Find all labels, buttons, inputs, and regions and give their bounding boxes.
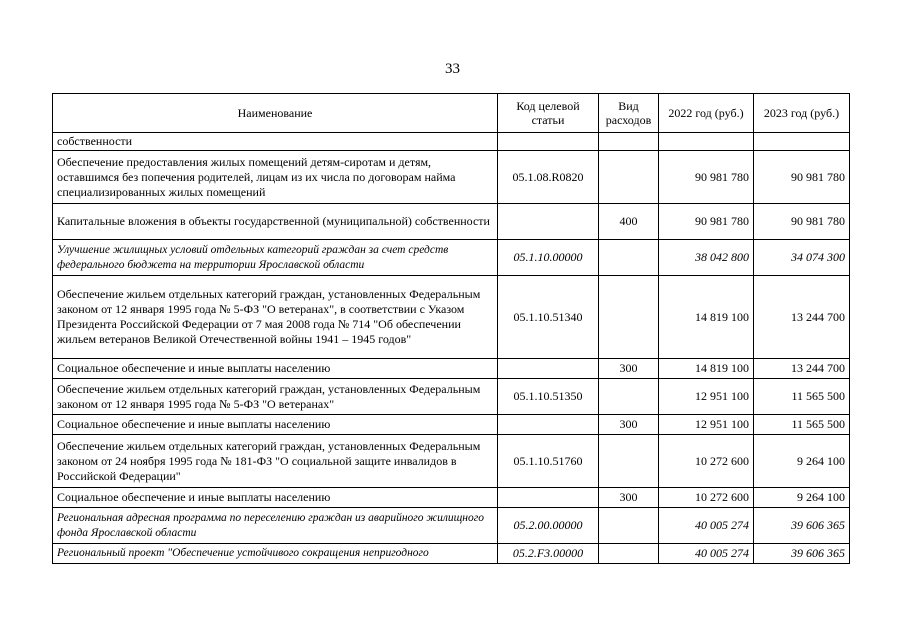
row-2022-amount-cell: 12 951 100	[659, 415, 754, 435]
row-2023-amount-cell	[754, 133, 850, 151]
budget-table	[52, 93, 850, 564]
row-code-cell	[498, 488, 599, 508]
row-expense-type-cell	[599, 276, 659, 359]
row-expense-type-cell: 300	[599, 415, 659, 435]
row-2022-amount-cell: 10 272 600	[659, 488, 754, 508]
table-row	[53, 415, 850, 435]
row-name-cell: собственности	[53, 133, 498, 151]
row-expense-type-cell	[599, 240, 659, 276]
row-expense-type-cell	[599, 151, 659, 204]
row-name-cell: Обеспечение предоставления жилых помещений детям-сиротам и детям, оставшимся без попечения родителей, лицам из их числа по договорам найма специализированных жилых помещений	[53, 151, 498, 204]
row-2022-amount-cell	[659, 133, 754, 151]
row-2023-amount-cell: 9 264 100	[754, 488, 850, 508]
table-row	[53, 508, 850, 544]
row-expense-type-cell	[599, 508, 659, 544]
row-2022-amount-cell: 90 981 780	[659, 204, 754, 240]
row-2023-amount-cell: 90 981 780	[754, 204, 850, 240]
page-number: 33	[445, 61, 460, 77]
row-2023-amount-cell: 13 244 700	[754, 276, 850, 359]
table-row	[53, 240, 850, 276]
row-code-cell	[498, 359, 599, 379]
header-year-2023: 2023 год (руб.)	[754, 94, 850, 133]
table-row	[53, 379, 850, 415]
row-2023-amount-cell: 11 565 500	[754, 379, 850, 415]
row-expense-type-cell: 300	[599, 488, 659, 508]
table-row	[53, 204, 850, 240]
table-row	[53, 133, 850, 151]
row-code-cell: 05.2.00.00000	[498, 508, 599, 544]
table-row	[53, 435, 850, 488]
row-2023-amount-cell: 39 606 365	[754, 544, 850, 564]
row-2022-amount-cell: 90 981 780	[659, 151, 754, 204]
row-2023-amount-cell: 13 244 700	[754, 359, 850, 379]
row-expense-type-cell	[599, 133, 659, 151]
row-code-cell	[498, 204, 599, 240]
row-2023-amount-cell: 34 074 300	[754, 240, 850, 276]
header-year-2022: 2022 год (руб.)	[659, 94, 754, 133]
row-expense-type-cell	[599, 435, 659, 488]
row-code-cell: 05.2.F3.00000	[498, 544, 599, 564]
table-row	[53, 488, 850, 508]
row-code-cell: 05.1.10.51760	[498, 435, 599, 488]
row-code-cell: 05.1.10.51340	[498, 276, 599, 359]
row-expense-type-cell: 300	[599, 359, 659, 379]
row-name-cell: Улучшение жилищных условий отдельных категорий граждан за счет средств федерального бюджета на территории Ярославской области	[53, 240, 498, 276]
row-expense-type-cell	[599, 379, 659, 415]
row-name-cell: Социальное обеспечение и иные выплаты населению	[53, 359, 498, 379]
row-2022-amount-cell: 38 042 800	[659, 240, 754, 276]
row-2023-amount-cell: 9 264 100	[754, 435, 850, 488]
row-2022-amount-cell: 40 005 274	[659, 508, 754, 544]
row-2022-amount-cell: 14 819 100	[659, 359, 754, 379]
table-body	[53, 133, 850, 564]
row-name-cell: Обеспечение жильем отдельных категорий граждан, установленных Федеральным законом от 12 января 1995 года № 5-ФЗ "О ветеранах", в соответствии с Указом Президента Российской Федерации от 7 мая 2008 года № 714 "Об обеспечении жильем ветеранов Великой Отечественной войны 1941 – 1945 годов"	[53, 276, 498, 359]
header-code: Код целевой статьи	[498, 94, 599, 133]
row-code-cell	[498, 415, 599, 435]
row-name-cell: Социальное обеспечение и иные выплаты населению	[53, 415, 498, 435]
row-code-cell: 05.1.08.R0820	[498, 151, 599, 204]
row-code-cell	[498, 133, 599, 151]
row-2023-amount-cell: 11 565 500	[754, 415, 850, 435]
table-row	[53, 151, 850, 204]
row-2022-amount-cell: 40 005 274	[659, 544, 754, 564]
row-name-cell: Обеспечение жильем отдельных категорий граждан, установленных Федеральным законом от 12 января 1995 года № 5-ФЗ "О ветеранах"	[53, 379, 498, 415]
table-row	[53, 544, 850, 564]
header-name: Наименование	[53, 94, 498, 133]
row-code-cell: 05.1.10.00000	[498, 240, 599, 276]
row-2023-amount-cell: 90 981 780	[754, 151, 850, 204]
row-code-cell: 05.1.10.51350	[498, 379, 599, 415]
table-row	[53, 276, 850, 359]
row-2023-amount-cell: 39 606 365	[754, 508, 850, 544]
row-name-cell: Социальное обеспечение и иные выплаты населению	[53, 488, 498, 508]
row-expense-type-cell: 400	[599, 204, 659, 240]
row-2022-amount-cell: 14 819 100	[659, 276, 754, 359]
row-2022-amount-cell: 10 272 600	[659, 435, 754, 488]
row-name-cell: Региональная адресная программа по переселению граждан из аварийного жилищного фонда Ярославской области	[53, 508, 498, 544]
row-name-cell: Обеспечение жильем отдельных категорий граждан, установленных Федеральным законом от 24 ноября 1995 года № 181-ФЗ "О социальной защите инвалидов в Российской Федерации"	[53, 435, 498, 488]
row-2022-amount-cell: 12 951 100	[659, 379, 754, 415]
table-header-row	[53, 94, 850, 133]
row-name-cell: Региональный проект "Обеспечение устойчивого сокращения непригодного	[53, 544, 498, 564]
table-row	[53, 359, 850, 379]
row-name-cell: Капитальные вложения в объекты государственной (муниципальной) собственности	[53, 204, 498, 240]
header-expense-type: Вид расходов	[599, 94, 659, 133]
row-expense-type-cell	[599, 544, 659, 564]
